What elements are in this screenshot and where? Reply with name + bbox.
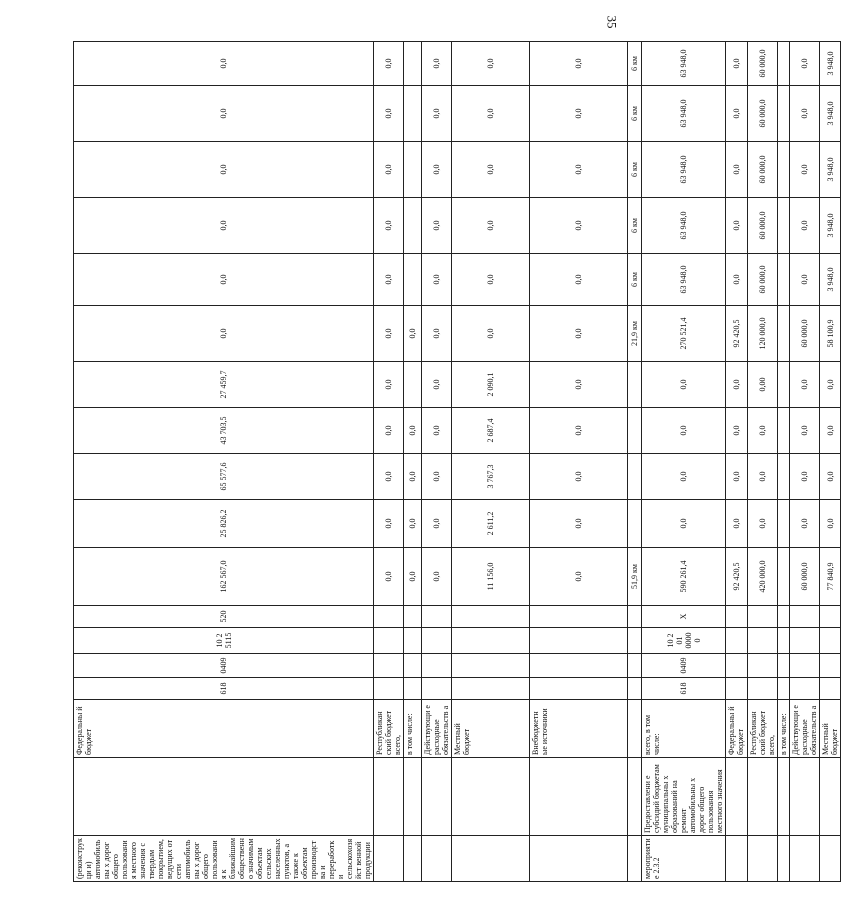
table-cell [374,678,404,700]
table-cell: 0,0 [820,500,841,548]
table-cell [452,678,530,700]
table-cell: 0,0 [790,454,820,500]
table-cell: 0,0 [790,42,820,86]
table-row [726,42,748,882]
table-cell [778,362,790,408]
table-cell: 0,0 [374,86,404,142]
table-cell: 0,0 [374,42,404,86]
table-cell [404,254,422,306]
table-cell [820,628,841,654]
table-cell: 0,0 [530,362,628,408]
table-cell [778,500,790,548]
table-body [74,42,841,882]
table-cell [628,836,642,882]
table-cell: 0,0 [530,500,628,548]
table-row [374,42,404,882]
table-cell [422,606,452,628]
table-cell: Республикан ский бюджет всего, [748,700,778,758]
table-cell [820,758,841,836]
table-cell: 0,0 [404,454,422,500]
table-cell: Федеральны й бюджет [726,700,748,758]
table-cell [374,628,404,654]
table-cell: 0,0 [642,454,726,500]
table-cell: 618 [642,678,726,700]
table-cell: 6 км [628,254,642,306]
table-cell: Действующи е расходные обязательств а [422,700,452,758]
table-row [74,42,374,882]
table-cell [628,362,642,408]
table-cell [726,606,748,628]
table-cell: 0,0 [726,142,748,198]
table-cell [404,654,422,678]
table-cell: Предоставлени е субсидий бюджетам муниципальны х образований на ремонт автомобильны х дорог общего пользования местного значения [642,758,726,836]
table-cell [628,758,642,836]
table-cell [778,408,790,454]
table-cell: 65 577,6 [74,454,374,500]
table-cell: 0,0 [452,198,530,254]
table-cell [748,654,778,678]
table-cell: 3 948,0 [820,86,841,142]
table-cell: в том числе: [778,700,790,758]
table-cell: 0,0 [748,454,778,500]
table-cell [404,86,422,142]
table-cell [726,654,748,678]
table-cell: 0,00 [748,362,778,408]
table-row [748,42,778,882]
table-cell: 3 948,0 [820,142,841,198]
budget-table [73,41,841,882]
table-cell: 92 420,5 [726,548,748,606]
table-cell: Действующи е расходные обязательств а [790,700,820,758]
table-cell: 0,0 [726,500,748,548]
table-cell [628,628,642,654]
table-cell [748,606,778,628]
table-row [642,42,726,882]
table-cell [404,758,422,836]
table-cell: 0,0 [374,454,404,500]
table-cell: 0,0 [726,198,748,254]
table-cell [820,606,841,628]
table-cell: 0,0 [374,306,404,362]
table-cell: 0,0 [452,306,530,362]
table-cell: 0,0 [790,408,820,454]
table-cell: 0,0 [404,306,422,362]
table-cell [74,758,374,836]
table-cell: 0,0 [726,86,748,142]
table-cell [530,628,628,654]
table-cell: Республикан ский бюджет всего, [374,700,404,758]
table-cell: 3 948,0 [820,198,841,254]
table-cell [422,758,452,836]
table-cell [530,836,628,882]
table-cell [778,198,790,254]
table-cell: 0409 [642,654,726,678]
table-cell: 2 611,2 [452,500,530,548]
table-cell [452,628,530,654]
table-cell: 520 [74,606,374,628]
table-row [790,42,820,882]
table-cell: 0,0 [74,306,374,362]
table-cell [726,628,748,654]
table-cell: 63 948,0 [642,42,726,86]
table-cell [790,836,820,882]
table-cell: 63 948,0 [642,86,726,142]
table-cell: 120 000,0 [748,306,778,362]
table-cell [748,758,778,836]
table-cell: 27 459,7 [74,362,374,408]
table-cell [778,628,790,654]
table-cell: 0,0 [374,500,404,548]
table-cell: 0,0 [452,254,530,306]
table-cell: 6 км [628,86,642,142]
table-cell: 162 567,0 [74,548,374,606]
table-cell [628,408,642,454]
table-cell [452,836,530,882]
table-cell: 0,0 [74,142,374,198]
table-cell [778,836,790,882]
table-cell: 590 261,4 [642,548,726,606]
table-cell: 0,0 [790,86,820,142]
table-cell: в том числе: [404,700,422,758]
table-cell: 21,9 км [628,306,642,362]
table-cell: Федеральны й бюджет [74,700,374,758]
table-cell [452,654,530,678]
table-cell: 0,0 [530,42,628,86]
table-cell [726,678,748,700]
table-cell [374,654,404,678]
table-cell [790,654,820,678]
table-cell [778,678,790,700]
table-cell: 10 2 01 0000 0 [642,628,726,654]
table-cell: 0,0 [530,408,628,454]
table-cell: 0,0 [726,408,748,454]
table-cell: Местный бюджет [452,700,530,758]
table-row [422,42,452,882]
table-cell [778,142,790,198]
table-cell: всего, в том числе: [642,700,726,758]
table-cell: 0,0 [748,408,778,454]
table-cell: 618 [74,678,374,700]
table-cell: 0,0 [530,254,628,306]
table-cell: 0,0 [726,454,748,500]
table-row [628,42,642,882]
table-cell: 92 420,5 [726,306,748,362]
table-cell [422,836,452,882]
table-cell [726,758,748,836]
table-cell: 0,0 [790,142,820,198]
table-cell [374,606,404,628]
table-cell: 63 948,0 [642,254,726,306]
table-cell [820,678,841,700]
table-cell [778,758,790,836]
table-cell: 0,0 [790,362,820,408]
table-cell [748,678,778,700]
table-cell [778,42,790,86]
table-cell [628,678,642,700]
table-cell: 0,0 [642,362,726,408]
table-cell: 60 000,0 [748,86,778,142]
table-cell: 0,0 [726,254,748,306]
table-cell: 11 156,0 [452,548,530,606]
table-cell [790,758,820,836]
table-cell: 0,0 [820,362,841,408]
table-cell: 0,0 [374,142,404,198]
table-cell [404,628,422,654]
table-cell: 3 948,0 [820,254,841,306]
table-cell: Местный бюджет [820,700,841,758]
table-cell [404,142,422,198]
table-cell: 0409 [74,654,374,678]
table-cell: 0,0 [820,408,841,454]
table-cell: 77 840,9 [820,548,841,606]
table-cell: 51,9 км [628,548,642,606]
table-cell: 0,0 [404,548,422,606]
table-cell: 0,0 [530,454,628,500]
table-cell: 0,0 [530,142,628,198]
table-cell [530,758,628,836]
table-cell: 0,0 [748,500,778,548]
table-cell [790,606,820,628]
table-cell: 0,0 [374,408,404,454]
table-cell [748,836,778,882]
table-row [778,42,790,882]
table-cell: 270 521,4 [642,306,726,362]
table-cell: X [642,606,726,628]
table-cell: 2 687,4 [452,408,530,454]
table-cell: 0,0 [422,362,452,408]
table-cell: 0,0 [530,548,628,606]
table-cell: 10 2 5115 [74,628,374,654]
table-cell: 3 767,3 [452,454,530,500]
table-cell: 0,0 [404,500,422,548]
table-cell [628,500,642,548]
table-cell [374,758,404,836]
table-cell [628,654,642,678]
table-cell: 60 000,0 [790,548,820,606]
table-cell: 0,0 [530,86,628,142]
table-row [404,42,422,882]
table-cell [778,254,790,306]
table-cell [422,654,452,678]
table-cell: 43 703,5 [74,408,374,454]
table-cell: 0,0 [74,42,374,86]
table-cell: 6 км [628,42,642,86]
table-cell: 60 000,0 [748,254,778,306]
table-cell: 0,0 [374,548,404,606]
table-cell [628,454,642,500]
table-row [820,42,841,882]
table-cell [422,678,452,700]
table-cell: 0,0 [422,42,452,86]
table-cell: 0,0 [642,408,726,454]
table-cell: (реконструкци и) автомобильны х дорог общего пользования местного значения с твердым покрытием, ведущих от сети автомобильны х дорог общего пользования к ближайшим общественно значимым объектам сельских населенных пунктов, а также к объектам производства и переработки сельскохозяйст венной продукции [74,836,374,882]
table-cell [628,700,642,758]
table-cell: 60 000,0 [790,306,820,362]
table-cell [820,654,841,678]
table-cell [404,362,422,408]
table-cell: 0,0 [404,408,422,454]
table-cell [374,836,404,882]
table-cell: 0,0 [74,198,374,254]
table-cell: 0,0 [422,306,452,362]
table-cell [452,606,530,628]
table-cell: 0,0 [422,454,452,500]
table-cell [778,306,790,362]
page-number: 35 [604,15,620,29]
table-cell: 0,0 [422,86,452,142]
table-cell: 60 000,0 [748,42,778,86]
table-cell: 25 826,2 [74,500,374,548]
table-cell [404,198,422,254]
table-cell: 63 948,0 [642,142,726,198]
table-cell: 0,0 [422,500,452,548]
table-cell [530,654,628,678]
table-cell [778,548,790,606]
table-cell: 0,0 [452,42,530,86]
table-cell: 2 090,1 [452,362,530,408]
table-cell: 0,0 [422,408,452,454]
table-cell: 0,0 [790,254,820,306]
table-cell [404,678,422,700]
table-cell: 0,0 [820,454,841,500]
table-row [530,42,628,882]
table-cell: 0,0 [726,42,748,86]
table-cell: 60 000,0 [748,198,778,254]
table-cell: 0,0 [452,86,530,142]
table-cell: 420 000,0 [748,548,778,606]
table-cell: 60 000,0 [748,142,778,198]
table-cell [778,654,790,678]
table-cell: 0,0 [74,86,374,142]
table-cell: 0,0 [422,254,452,306]
table-cell: мероприятие 2.3.2 [642,836,726,882]
table-cell [726,836,748,882]
table-cell [790,628,820,654]
table-cell [778,606,790,628]
table-cell: 0,0 [422,142,452,198]
table-cell [628,606,642,628]
table-cell [790,678,820,700]
table-cell: 0,0 [74,254,374,306]
table-cell: 0,0 [726,362,748,408]
table-cell [820,836,841,882]
table-cell [404,42,422,86]
table-cell [452,758,530,836]
table-cell: 0,0 [374,254,404,306]
table-cell: 0,0 [642,500,726,548]
table-cell: 0,0 [422,198,452,254]
table-cell: 0,0 [530,198,628,254]
table-cell: 63 948,0 [642,198,726,254]
table-cell: 6 км [628,198,642,254]
table-cell [530,606,628,628]
table-cell: 0,0 [374,198,404,254]
table-cell [530,678,628,700]
table-cell [778,454,790,500]
table-cell: Внебюджетн ые источники [530,700,628,758]
table-cell: 3 948,0 [820,42,841,86]
table-row [452,42,530,882]
table-cell [404,606,422,628]
budget-table-rotated [73,42,839,882]
table-cell: 58 100,9 [820,306,841,362]
table-cell: 0,0 [452,142,530,198]
table-cell: 0,0 [790,500,820,548]
table-cell [422,628,452,654]
table-cell: 0,0 [422,548,452,606]
table-cell [748,628,778,654]
table-cell: 0,0 [374,362,404,408]
table-cell [404,836,422,882]
table-cell: 6 км [628,142,642,198]
table-cell [778,86,790,142]
table-cell: 0,0 [530,306,628,362]
table-cell: 0,0 [790,198,820,254]
